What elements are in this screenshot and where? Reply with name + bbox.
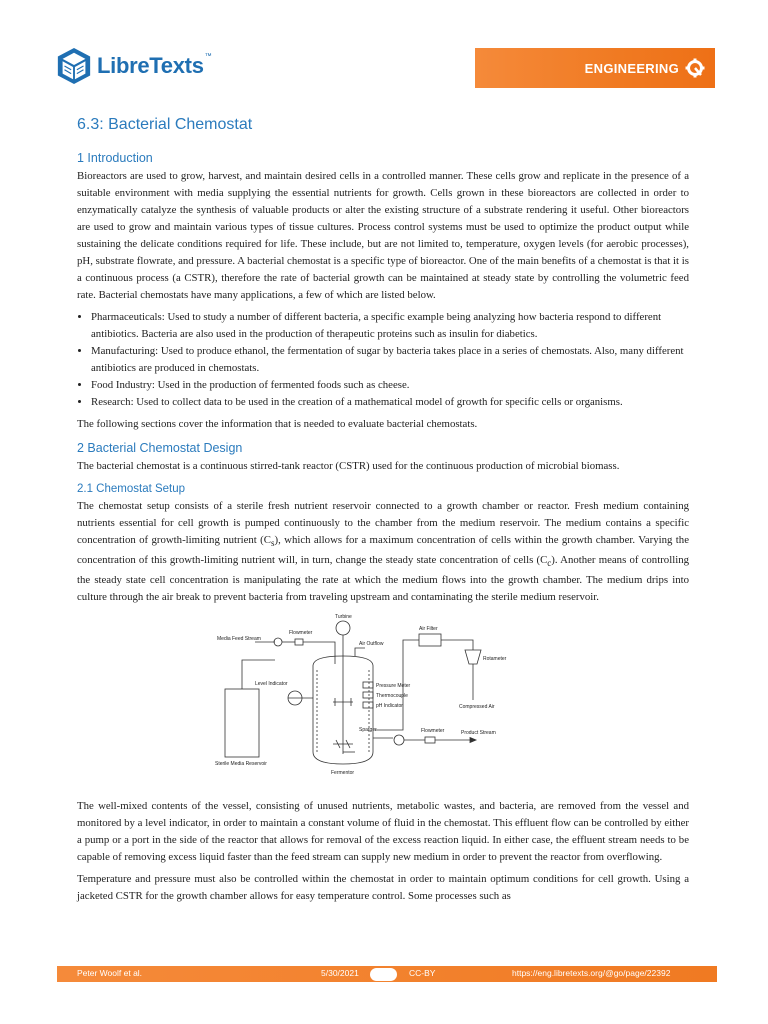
footer-date: 5/30/2021 [321, 968, 359, 978]
setup-paragraph: The chemostat setup consists of a sterile fresh nutrient reservoir connected to a growth chamber or reactor. Fresh medium containing nutrients essential for cell growth is pumped continuously to the chamber from the medium reservoir. The medium contains a specific concentration of growth-limiting nutrient $(C_s)$, which allows for a maximum concentration of cells within the growth chamber. Varying the concentration of this growth-limiting nutrient will, in turn, change the steady state concentration of cells $(C_c)$. Another means of controlling the steady state cell concentration is manipulating the rate at which the medium flows into the growth chamber. The medium drips into culture through the air break to prevent bacteria from traveling upstream and contaminating the sterile medium reservoir. [77, 500, 689, 604]
section-label: ENGINEERING [584, 60, 679, 76]
section-heading-design: 2 Bacterial Chemostat Design [77, 441, 243, 455]
label-product-stream: Product Stream [461, 730, 496, 737]
page-header [55, 40, 715, 96]
design-paragraph: The bacterial chemostat is a continuous stirred-tank reactor (CSTR) used for the continuous production of microbial biomass. [77, 460, 620, 472]
brand-name: LibreTexts™ [97, 53, 212, 78]
section-banner[interactable] [475, 48, 715, 88]
footer-license: CC-BY [409, 968, 436, 978]
label-compressed-air: Compressed Air [459, 704, 495, 711]
chemostat-diagram [77, 612, 689, 788]
chemostat-schematic [215, 612, 555, 788]
list-item: • Pharmaceuticals: Used to study a number of different bacteria, a specific example being analyzing how bacteria respond to different antibiotics. Bacteria are also used in the production of therapeutic proteins such as insulin for diabetics. [91, 309, 689, 343]
label-pressure-meter: Pressure Meter [376, 683, 411, 690]
following-sections-paragraph: The following sections cover the information that is needed to evaluate bacterial chemostats. [77, 418, 478, 430]
effluent-paragraph: The well-mixed contents of the vessel, consisting of unused nutrients, metabolic wastes, and bacteria, are removed from the vessel and monitored by a level indicator, in order to maintain a constant volume of fluid in the chemostat. This effluent flow can be controlled by either a pump or a port in the side of the reactor that allows for removal of the excess reaction liquid. In either case, the effluent stream needs to be capable of removing excess liquid faster than the feed stream can supply new medium in order to prevent the reactor from overflowing. [77, 800, 689, 864]
page-footer [57, 966, 717, 982]
list-item: • Research: Used to collect data to be used in the creation of a mathematical model of growth for specific cells or organisms. [91, 394, 689, 411]
label-air-outflow: Air Outflow [359, 641, 384, 648]
label-turbine: Turbine [335, 614, 352, 621]
engineering-gear-icon [685, 58, 705, 78]
reservoir-shape [225, 689, 259, 757]
label-level-indicator: Level Indicator [255, 681, 288, 688]
label-rotameter: Rotameter [483, 656, 507, 663]
libretexts-cube-icon [55, 46, 93, 86]
temperature-paragraph: Temperature and pressure must also be controlled within the chemostat in order to maintain optimum conditions for cell growth. Using a jacketed CSTR for the growth chamber allows for easy temperature control. Some processes such as [77, 873, 689, 903]
intro-paragraph: Bioreactors are used to grow, harvest, and maintain desired cells in a controlled manner. These cells grow and replicate in the presence of a suitable environment with media supplying the essential nutrients for growth. Cells grown in these bioreactors are collected in order to enzymatically catalyze the synthesis of valuable products or alter the existing structure of a substrate rendering it useful. Other bioreactors are used to grow and maintain various types of tissue cultures. Process control systems must be used to optimize the product output while sustaining the delicate conditions required for life. These include, but are not limited to, temperature, oxygen levels (for aerobic processes), pH, substrate flowrate, and pressure. A bacterial chemostat is a specific type of bioreactor. One of the main benefits of a chemostat is that it is a continuous process (a CSTR), therefore the rate of bacterial growth can be maintained at steady state by controlling the volumetric feed rate. Bacterial chemostats have many applications, a few of which are listed below. [77, 170, 689, 301]
article-body [77, 116, 689, 910]
label-flowmeter-top: Flowmeter [289, 630, 313, 637]
list-item: • Manufacturing: Used to produce ethanol, the fermentation of sugar by bacteria takes place in a series of chemostats. Also, many different antibiotics are produced in chemostats. [91, 343, 689, 377]
applications-list [77, 309, 689, 411]
page-title: 6.3: Bacterial Chemostat [77, 116, 253, 133]
libretexts-logo[interactable] [55, 46, 211, 86]
subsection-heading-setup: 2.1 Chemostat Setup [77, 483, 186, 495]
list-item: • Food Industry: Used in the production of fermented foods such as cheese. [91, 377, 689, 394]
section-heading-introduction: 1 Introduction [77, 151, 153, 165]
label-sterile-media-reservoir: Sterile Media Reservoir [215, 761, 267, 768]
label-ph-indicator: pH Indicator [376, 703, 403, 710]
label-fermentor: Fermentor [331, 770, 355, 777]
page-number-badge: 6.3.1 [370, 968, 397, 981]
label-flowmeter-bottom: Flowmeter [421, 728, 445, 735]
label-media-feed-stream: Media Feed Stream [217, 636, 261, 643]
footer-url-link[interactable]: https://eng.libretexts.org/@go/page/22392 [512, 968, 671, 978]
footer-author: Peter Woolf et al. [77, 968, 143, 978]
label-sparger: Sparger [359, 727, 377, 734]
label-air-filter: Air Filter [419, 626, 438, 633]
label-thermocouple: Thermocouple [376, 693, 408, 700]
